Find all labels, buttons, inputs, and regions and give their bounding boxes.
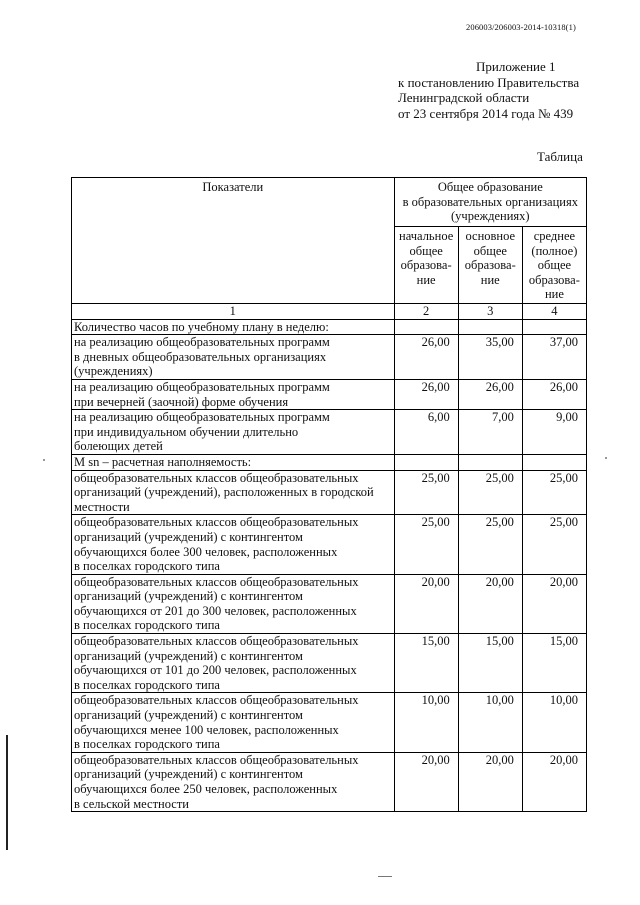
appendix-line: к постановлению Правительства <box>398 74 580 90</box>
row-indicator-line: в поселках городского типа <box>74 677 220 692</box>
row-value: 9,00 <box>522 410 586 455</box>
subheader-line: общее <box>537 258 572 273</box>
row-indicator-line: обучающихся более 250 человек, расположенных <box>74 782 338 796</box>
row-indicator-line: на реализацию общеобразовательных программ <box>74 335 330 350</box>
scan-speck <box>605 457 607 459</box>
column-number: 3 <box>458 304 522 320</box>
row-indicator-line: общеобразовательных классов общеобразовательных <box>74 693 359 708</box>
row-value: 25,00 <box>522 470 586 515</box>
row-indicator-line: обучающихся от 101 до 200 человек, расположенных <box>74 663 357 678</box>
appendix-block <box>398 59 579 121</box>
column-number: 2 <box>394 304 458 320</box>
row-indicator-line: обучающихся менее 100 человек, расположенных <box>74 722 339 737</box>
row-indicator <box>72 574 395 633</box>
subheader-primary <box>394 227 458 304</box>
scan-speck <box>378 876 392 877</box>
row-value: 10,00 <box>458 693 522 752</box>
appendix-line: от 23 сентября 2014 года № 439 <box>398 105 574 121</box>
row-indicator <box>72 379 395 409</box>
row-value: 26,00 <box>522 379 586 409</box>
row-value <box>394 454 458 470</box>
row-value <box>458 319 522 335</box>
appendix-line: Ленинградской области <box>398 90 530 105</box>
row-indicator-line: болеющих детей <box>74 439 163 454</box>
row-indicator-line: в поселках городского типа <box>74 559 220 574</box>
row-indicator-line: организаций (учреждений) с контингентом <box>74 648 303 663</box>
row-value: 20,00 <box>394 574 458 633</box>
table-row <box>72 410 587 455</box>
header-group-line: Общее образование <box>437 180 543 194</box>
subheader-line: (полное) <box>531 243 578 258</box>
row-indicator-line: общеобразовательных классов общеобразовательных <box>74 574 359 589</box>
subheader-line: общее <box>409 243 443 258</box>
row-value: 35,00 <box>458 335 522 380</box>
row-value: 15,00 <box>458 634 522 693</box>
row-value: 20,00 <box>522 752 586 811</box>
row-indicator-line: организаций (учреждений) с контингентом <box>74 708 303 723</box>
row-value: 20,00 <box>394 752 458 811</box>
row-value <box>522 454 586 470</box>
row-value: 20,00 <box>458 574 522 633</box>
header-indicator: Показатели <box>72 178 395 304</box>
row-value <box>522 319 586 335</box>
header-group <box>394 178 586 227</box>
row-value: 20,00 <box>522 574 586 633</box>
row-indicator <box>72 693 395 752</box>
header-row <box>72 178 587 227</box>
row-indicator-line: при индивидуальном обучении длительно <box>74 424 299 439</box>
document-id: 206003/206003-2014-10318(1) <box>466 22 576 32</box>
row-indicator-line: общеобразовательных классов общеобразовательных <box>74 470 359 485</box>
row-indicator <box>72 515 395 574</box>
row-indicator-line: в дневных общеобразовательных организациях <box>74 349 327 364</box>
row-indicator-line: организаций (учреждений), расположенных в городской <box>74 485 374 500</box>
row-value: 10,00 <box>394 693 458 752</box>
row-indicator-line: организаций (учреждений) с контингентом <box>74 767 303 782</box>
table-row <box>72 470 587 515</box>
row-value: 15,00 <box>522 634 586 693</box>
row-indicator-line: обучающихся более 300 человек, расположенных <box>74 544 338 559</box>
table-row <box>72 752 587 811</box>
row-value <box>458 454 522 470</box>
subheader-line: ние <box>480 272 500 287</box>
row-value: 25,00 <box>522 515 586 574</box>
row-value: 7,00 <box>458 410 522 455</box>
subheader-line: образова- <box>464 258 516 273</box>
row-value: 20,00 <box>458 752 522 811</box>
row-indicator-line: в поселках городского типа <box>74 737 220 752</box>
row-indicator <box>72 335 395 380</box>
appendix-title: Приложение 1 <box>476 59 556 74</box>
subheader-line: основное <box>465 229 516 243</box>
table-row <box>72 634 587 693</box>
table-body <box>72 319 587 812</box>
row-indicator <box>72 454 395 470</box>
row-indicator-line: общеобразовательных классов общеобразовательных <box>74 634 359 649</box>
row-indicator-line: при вечерней (заочной) форме обучения <box>74 394 289 409</box>
row-value: 26,00 <box>394 379 458 409</box>
table-row <box>72 693 587 752</box>
row-value: 26,00 <box>394 335 458 380</box>
header-group-line: в образовательных организациях <box>402 194 578 209</box>
table-row <box>72 574 587 633</box>
row-indicator-line: организаций (учреждений) с контингентом <box>74 589 303 604</box>
row-value: 25,00 <box>394 515 458 574</box>
subheader-line: начальное <box>399 229 454 243</box>
row-indicator <box>72 319 395 335</box>
subheader-line: среднее <box>533 229 576 243</box>
column-number: 4 <box>522 304 586 320</box>
row-indicator-line: Количество часов по учебному плану в неделю: <box>74 319 329 334</box>
subheader-line: ние <box>416 272 436 287</box>
row-indicator-line: местности <box>74 499 130 514</box>
row-value: 6,00 <box>394 410 458 455</box>
row-indicator-line: в сельской местности <box>74 796 189 811</box>
row-indicator <box>72 470 395 515</box>
subheader-line: ние <box>544 287 564 302</box>
scan-speck <box>43 459 45 461</box>
row-indicator-line: (учреждениях) <box>74 364 153 379</box>
row-value: 25,00 <box>458 515 522 574</box>
row-indicator-line: организаций (учреждений) с контингентом <box>74 529 303 544</box>
row-indicator-line: общеобразовательных классов общеобразовательных <box>74 515 359 530</box>
row-indicator-line: обучающихся от 201 до 300 человек, расположенных <box>74 603 357 618</box>
table-row <box>72 379 587 409</box>
subheader-basic <box>458 227 522 304</box>
table-row <box>72 454 587 470</box>
subheader-secondary <box>522 227 586 304</box>
row-value: 15,00 <box>394 634 458 693</box>
subheader-line: общее <box>473 243 507 258</box>
row-indicator <box>72 752 395 811</box>
subheader-line: образова- <box>400 258 452 273</box>
row-indicator-line: на реализацию общеобразовательных программ <box>74 379 330 394</box>
row-indicator-line: общеобразовательных классов общеобразовательных <box>74 752 359 767</box>
column-number-row <box>72 304 587 320</box>
row-value: 37,00 <box>522 335 586 380</box>
row-indicator <box>72 634 395 693</box>
row-indicator-line: M sn – расчетная наполняемость: <box>74 454 252 469</box>
row-indicator-line: на реализацию общеобразовательных программ <box>74 410 330 425</box>
row-value <box>394 319 458 335</box>
header-group-line: (учреждениях) <box>451 209 530 224</box>
subheader-line: образова- <box>528 272 580 287</box>
row-indicator-line: в поселках городского типа <box>74 618 220 633</box>
row-value: 25,00 <box>458 470 522 515</box>
table-row <box>72 335 587 380</box>
row-value: 26,00 <box>458 379 522 409</box>
column-number: 1 <box>72 304 395 320</box>
table-row <box>72 515 587 574</box>
table-row <box>72 319 587 335</box>
row-value: 10,00 <box>522 693 586 752</box>
row-value: 25,00 <box>394 470 458 515</box>
table-label: Таблица <box>537 149 583 164</box>
row-indicator <box>72 410 395 455</box>
data-table <box>71 177 587 812</box>
scan-margin-mark <box>6 735 8 850</box>
